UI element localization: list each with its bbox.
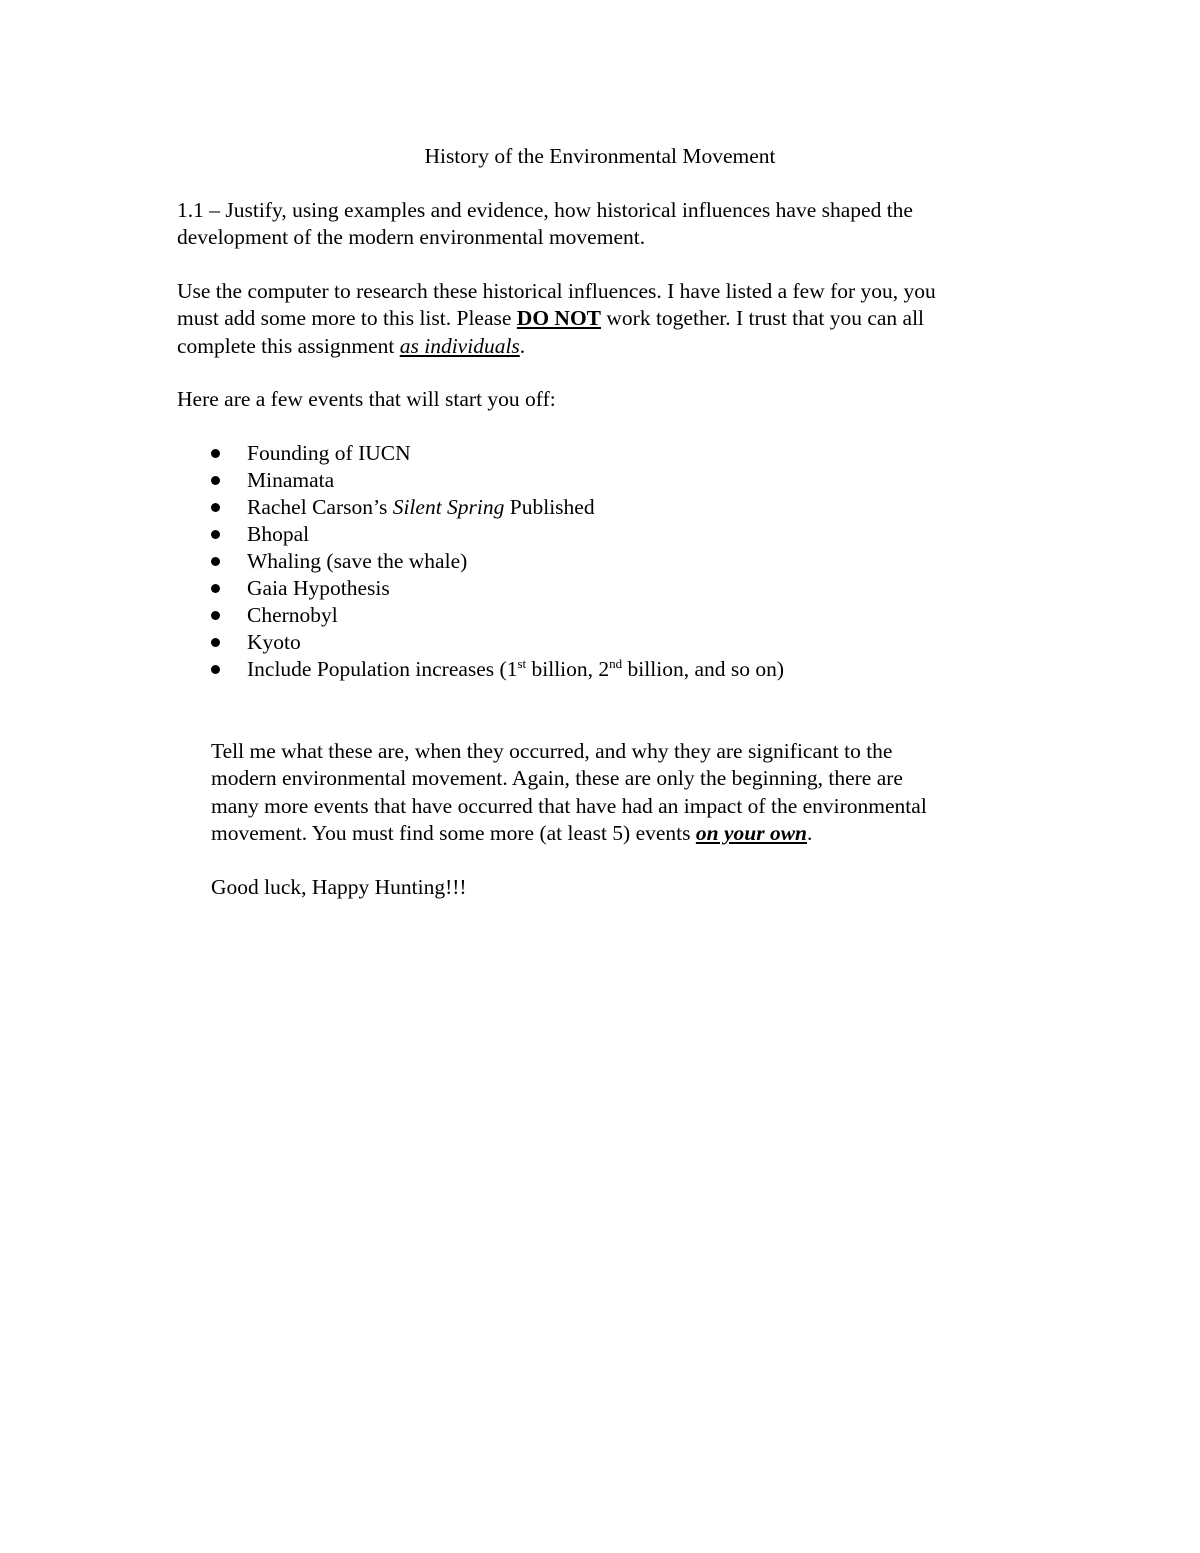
event-text: Chernobyl: [247, 603, 338, 627]
event-text: billion, and so on): [622, 657, 785, 681]
bullet-icon: [211, 557, 220, 566]
ordinal-suffix: st: [517, 656, 527, 671]
event-text: Minamata: [247, 468, 335, 492]
event-text: Published: [504, 495, 595, 519]
event-text: Kyoto: [247, 630, 301, 654]
task-paragraph: [211, 738, 1031, 847]
objective-paragraph: [177, 197, 1027, 252]
closing-text: Good luck, Happy Hunting!!!: [211, 875, 467, 899]
task-line: movement. You must find some more (at least 5) events: [211, 820, 696, 845]
list-item: [211, 656, 1031, 683]
bullet-icon: [211, 449, 220, 458]
list-item: [211, 575, 1031, 602]
bullet-icon: [211, 611, 220, 620]
list-item: [211, 494, 1031, 521]
list-item: [211, 602, 1031, 629]
list-item: [211, 629, 1031, 656]
list-item: [211, 548, 1031, 575]
task-line: .: [807, 820, 813, 845]
bullet-icon: [211, 530, 220, 539]
as-individuals-emphasis: as individuals: [399, 333, 520, 358]
event-text: Include Population increases (1: [247, 657, 518, 681]
task-line: many more events that have occurred that have had an impact of the environmental: [211, 793, 927, 818]
task-line: modern environmental movement. Again, these are only the beginning, there are: [211, 766, 903, 791]
event-text: Whaling (save the whale): [247, 549, 468, 573]
ordinal-suffix: nd: [609, 656, 623, 671]
event-text: Gaia Hypothesis: [247, 576, 390, 600]
list-item: [211, 467, 1031, 494]
book-title: Silent Spring: [392, 495, 505, 519]
instructions-paragraph: [177, 278, 1027, 360]
bullet-icon: [211, 584, 220, 593]
instructions-text: complete this assignment: [177, 333, 400, 358]
events-intro: Here are a few events that will start you off:: [177, 387, 556, 411]
objective-line: 1.1 – Justify, using examples and evidence, how historical influences have shaped the: [177, 198, 913, 222]
event-text: billion, 2: [526, 657, 610, 681]
page-title: History of the Environmental Movement: [424, 144, 776, 168]
task-line: Tell me what these are, when they occurred, and why they are significant to the: [211, 739, 893, 763]
objective-line: development of the modern environmental movement.: [177, 225, 646, 250]
list-item: [211, 521, 1031, 548]
list-item: [211, 440, 1031, 467]
event-text: Rachel Carson’s: [247, 495, 393, 519]
bullet-icon: [211, 476, 220, 485]
instructions-text: must add some more to this list. Please: [177, 306, 517, 331]
on-your-own-emphasis: on your own: [695, 820, 807, 845]
bullet-icon: [211, 665, 220, 674]
instructions-text: .: [519, 333, 526, 358]
event-text: Founding of IUCN: [247, 441, 411, 465]
event-text: Bhopal: [247, 522, 310, 546]
instructions-text: work together. I trust that you can all: [601, 306, 925, 331]
bullet-icon: [211, 503, 220, 512]
events-list: [211, 440, 1031, 683]
do-not-emphasis: DO NOT: [516, 306, 602, 331]
bullet-icon: [211, 638, 220, 647]
instructions-line: Use the computer to research these historical influences. I have listed a few for you, you: [177, 279, 936, 303]
